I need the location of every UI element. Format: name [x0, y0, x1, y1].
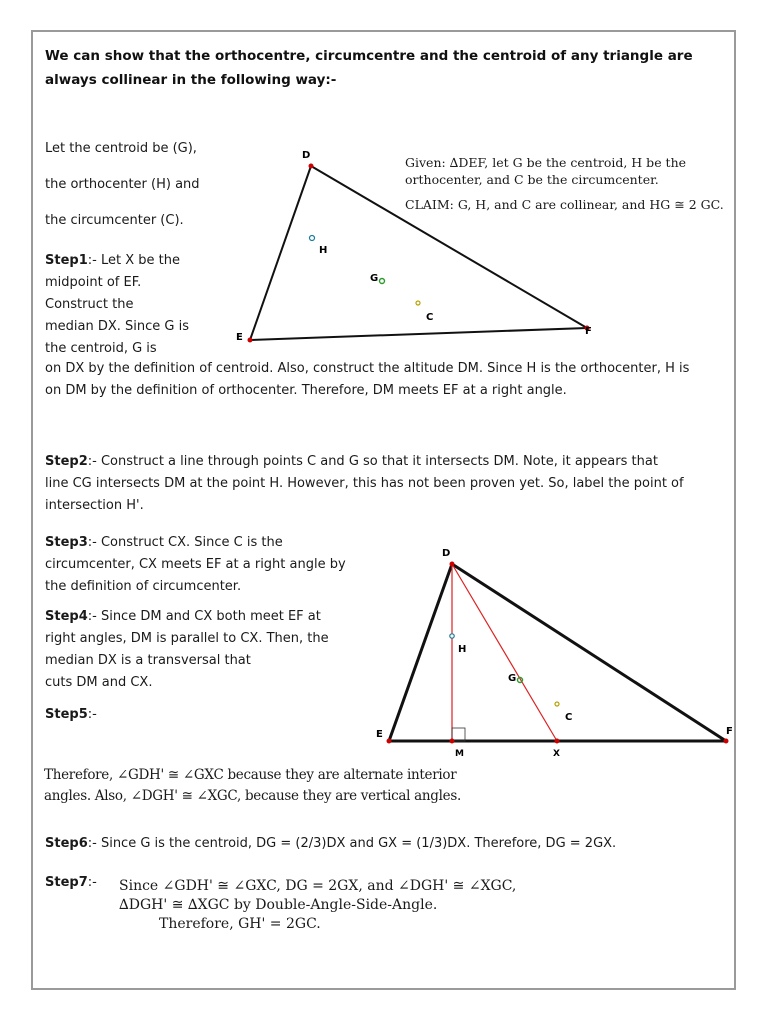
label-c: C — [426, 312, 434, 323]
step5-label: Step5 — [45, 707, 88, 722]
step1-wide — [45, 358, 735, 402]
step1-line-5: the centroid, G is — [45, 341, 157, 356]
step4-label: Step4 — [45, 609, 88, 624]
step1-line-4: median DX. Since G is — [45, 319, 190, 334]
step5-line-2: angles. Also, ∠DGH' ≅ ∠XGC, because they are vertical angles. — [44, 788, 461, 804]
step1-line-3: Construct the — [45, 297, 134, 312]
step1-wide-line-1: on DX by the definition of centroid. Also, construct the altitude DM. Since H is the orthocenter, H is — [45, 361, 690, 376]
step6: Step6:- Since G is the centroid, DG = (2/3)DX and GX = (1/3)DX. Therefore, DG = 2GX. — [45, 836, 617, 851]
step2-line-3: intersection H'. — [45, 498, 144, 513]
label-d: D — [302, 150, 311, 161]
given-line-1: Given: ∆DEF, let G be the centroid, H be the — [405, 155, 687, 170]
step7-label: Step7 — [45, 875, 88, 890]
step5-heading: Step5:- — [45, 707, 97, 722]
given-line-2: orthocenter, and C be the circumcenter. — [405, 172, 659, 187]
step7-heading: Step7:- — [45, 875, 97, 890]
given-box — [405, 154, 735, 213]
step2-label: Step2 — [45, 454, 88, 469]
intro-line-1: Let the centroid be (G), — [45, 141, 197, 156]
point-c-2 — [555, 702, 559, 706]
point-d — [309, 164, 314, 169]
side-de-2 — [389, 564, 452, 741]
step1-wide-line-2: on DM by the definition of orthocenter. Therefore, DM meets EF at a right angle. — [45, 383, 567, 398]
intro-line-2: the orthocenter (H) and — [45, 177, 200, 192]
label-h: H — [319, 245, 328, 256]
step1-narrow — [45, 250, 235, 360]
median-dx — [452, 564, 557, 741]
right-angle-marker — [452, 728, 465, 741]
step7-line-1: Since ∠GDH' ≅ ∠GXC, DG = 2GX, and ∠DGH' ≅ ∠XGC, — [119, 878, 517, 894]
label-d-2: D — [442, 548, 451, 559]
side-de — [250, 166, 311, 340]
point-m — [450, 739, 455, 744]
side-df-2 — [452, 564, 726, 741]
step4-line-3: median DX is a transversal that — [45, 653, 251, 668]
label-e-2: E — [376, 729, 383, 740]
step7-line-2: ∆DGH' ≅ ∆XGC by Double-Angle-Side-Angle. — [119, 897, 438, 913]
step2: Step2:- Construct a line through points C and G so that it intersects DM. Note, it appears that line CG intersects DM at the point H. However, this has not been proven yet. So, label the point of intersection H'. — [45, 451, 735, 517]
step4-line-2: right angles, DM is parallel to CX. Then, the — [45, 631, 329, 646]
step3-line-3: the definition of circumcenter. — [45, 579, 242, 594]
intro-line-3: the circumcenter (C). — [45, 213, 184, 228]
step4: Step4:- Since DM and CX both meet EF at right angles, DM is parallel to CX. Then, the median DX is a transversal that cuts DM and CX. — [45, 606, 365, 694]
label-g: G — [370, 273, 379, 284]
point-d-2 — [450, 562, 455, 567]
figure-2-triangle — [370, 540, 760, 765]
point-e-2 — [387, 739, 392, 744]
point-h — [310, 236, 315, 241]
step5-line-1: Therefore, ∠GDH' ≅ ∠GXC because they are alternate interior — [44, 767, 457, 783]
step3-label: Step3 — [45, 535, 88, 550]
point-x — [555, 739, 560, 744]
step7-statement — [119, 877, 569, 934]
step1-line-1: Step1:- Let X be the — [45, 253, 180, 268]
label-f: F — [585, 326, 592, 337]
label-f-2: F — [726, 726, 733, 737]
step1-label: Step1 — [45, 253, 88, 268]
step6-label: Step6 — [45, 836, 88, 851]
page-heading: We can show that the orthocentre, circumcentre and the centroid of any triangle are always collinear in the following way:- — [45, 48, 693, 88]
point-c — [416, 301, 420, 305]
label-m: M — [455, 749, 464, 759]
label-x: X — [553, 749, 560, 759]
step4-line-4: cuts DM and CX. — [45, 675, 153, 690]
label-e: E — [236, 332, 243, 343]
step7-line-3: Therefore, GH' = 2GC. — [159, 916, 321, 932]
point-g — [380, 279, 385, 284]
claim-line: CLAIM: G, H, and C are collinear, and HG ≅ 2 GC. — [405, 197, 724, 212]
point-h-2 — [450, 634, 454, 638]
point-e — [248, 338, 253, 343]
step5-statement — [44, 765, 464, 807]
step3: Step3:- Construct CX. Since C is the circumcenter, CX meets EF at a right angle by the definition of circumcenter. — [45, 532, 365, 598]
step2-line-2: line CG intersects DM at the point H. However, this has not been proven yet. So, label the point of — [45, 476, 684, 491]
step3-line-2: circumcenter, CX meets EF at a right angle by — [45, 557, 346, 572]
label-c-2: C — [565, 712, 573, 723]
label-h-2: H — [458, 644, 467, 655]
step1-line-2: midpoint of EF. — [45, 275, 142, 290]
side-ef — [250, 328, 587, 340]
point-f-2 — [724, 739, 729, 744]
label-g-2: G — [508, 673, 517, 684]
